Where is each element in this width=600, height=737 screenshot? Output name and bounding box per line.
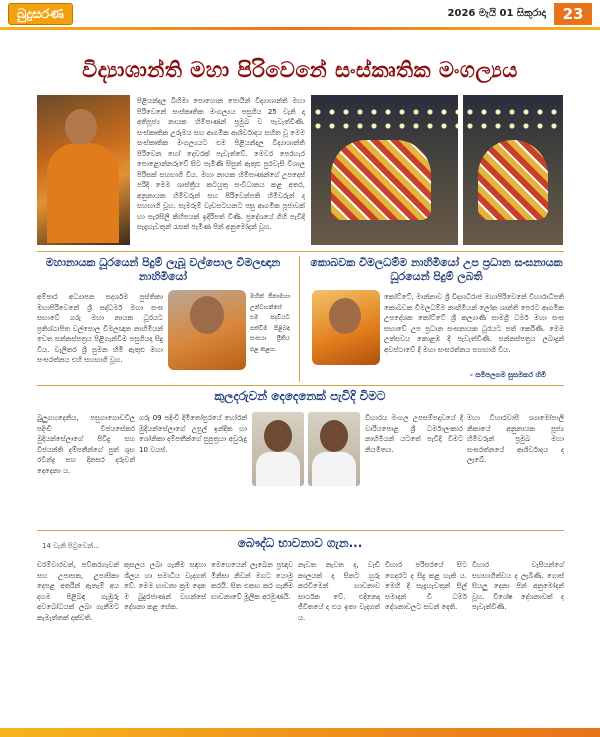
meditation-col-6: විහාර වැසියන්ගේ සහභාගීත්වය ද ලැබිණි. ගොස් සියලු දෙනා පින් අනුමෝදන් වූහ. විශේෂ දේශනාවක් ද පැවැත්විණි. [472,561,564,611]
meditation-col-5: විහාර පරිසරයේ සිට ගෙදරට ද සිදු කළ හැකි ය. මෙහි දී සැදැහැවතුන් සිල් සමාදන් වී ධර්ම දේශනාවලට සවන් දෙති. [385,561,467,611]
monk-photo [37,95,130,245]
meditation-story-title: බෞද්ධ භාවනාව ගැන... [237,536,363,550]
maha-nayaka-photo [168,290,246,370]
lights-decoration [311,105,458,135]
face [264,420,292,452]
footer-bar [0,728,600,737]
masthead [0,0,600,30]
left-story-title: මහානායක ධූරයෙන් පිදුම් ලැබූ වල්පොල විමලඥාන නාහිමියෝ [45,256,281,283]
kobawaka-thero-photo [312,290,380,365]
monk-head [65,109,97,145]
left-story-text: අම්පාර අධ්‍යාපන සදර්ශම පුස්තිකා මහාපිරිවෙනේ ශ්‍රී සද්ධර්ම මහා සංඝ සභාවේ ගරු මහා නායක ධූරයට ප්‍රතිශ්ඨාපිත වල්පොල විමලඥාන නාහිමියන් වෙත සන්නස්පත්‍රය පිළිගැන්වීම පසුගියදා සිදු විය. වැලිතර ශ්‍රී සුමන හිමි ඇතුළු මහා සංඝරත්නය එහි සහභාගි වූහ. [37,293,163,364]
newspaper-logo[interactable]: බුදුසරණ [8,3,73,25]
right-story-title: කොබවක විමලධම්ම නාහිමියෝ උප ප්‍රධාන සංඝනායක ධූරයෙන් පිදුම් ලබති [310,256,563,283]
shirt [312,452,356,486]
kids-story-title: කුලදරුවන් දෙදෙනෙක් පැවිදි විමට [214,389,386,403]
monk-robe [47,143,119,243]
page-number: 23 [554,3,592,25]
continued-from-label: 14 වැනි පිටුවෙන්... [42,542,100,550]
section-divider [37,530,564,531]
section-divider [37,251,564,252]
column-divider [299,256,300,382]
perahera-elephant-photo-2 [463,95,563,245]
kids-story-col-4: මහා විහාරවාසී ශ්‍යාමෝපාලි නිකායේ අනුනායක පූජ්‍ය හිමිවරුන් ප්‍රමුඛ මහා සංඝරත්නයේ ආශිර්වාදය ද ලැබේ. [467,414,564,464]
boy-photo-2 [308,412,360,486]
meditation-col-4: නැවත නැවත ද, වැඩි කාලයක් ද සිතට හුරු කරවීමෙන් භාවනාව සාර්ථක වේ. එදිනෙදා ජීවිතයේ ද එය ඉතා වැදගත් ය. [298,561,380,622]
kids-story-col-3: විහාරය මංගල උපසම්පදාවයේ දී වාරියපොළ ශ්‍රී ධර්මාලංකාර නාහිමියන් යටතේ පැවිදි වීමට නියමිතය. [365,414,463,454]
masthead-bar [0,27,600,30]
left-story-side-text: මහින් ජීනාමහා උන්වහන්සේ එම පදවියට පත්වීම පිළිබඳ සංඝයා ප්‍රීතිය පළ කළහ. [250,293,290,353]
right-story-text: කෝට්ටේ, මාන්නාව ශ්‍රී විද්‍යාධිරාජ මහාපිරිවෙනේ විහාරාධිපති කොබවක විමලධම්ම නාහිමියන් ලෝක ශාන්ති පෙරට ආගමික උපදේශක කෝට්ටේ ශ්‍රී කල්‍යාණි සාමග්‍රී ධර්ම මහා සංඝ සභාවේ උප ප්‍රධාන සංඝනායක ධූරයට පත් කෙරිණි. මෙම උත්සවය කොළඹ දී පැවැත්විණි. සන්නස්පත්‍රය ලබාදුන් අවස්ථාවේ දී මහා සංඝරත්නය සහභාගි විය. [384,293,564,354]
main-story-text: පිළියන්දල බිහිමා පොහොන පොයින් විද්‍යාශාන්ති මහා පිරිවෙනේ සංස්කෘතික මංගල්‍යය පසුගිය 25 වැනි දා අතිපූජ්‍ය නායක හිමිපාණන් ප්‍රමුඛ ව පැවැත්විණි. සංස්කෘතික උරුමය සහ ආගමික ආශිර්වාදය සහිත වූ මෙම සංස්කෘතික මංගල්‍යයට එම පිළියන්දල විද්‍යාශාන්ති පිරිවෙන හෝ දෙවරක් පැවැත්වේ. මෙවර පෙරහැර පොළොන්නරුවේ සිට පැමිණි සිසුන් ඇතුළු පුරවැසි විශාල පිරිසක් සහභාගි විය. මහා නායක හිමිපාණන්ගේ උපදෙස් පරිදි මෙම ශාස්ත්‍රීය කටයුතු සංවිධානය කළ අතර, අනුනායක හිමිවරුන් සහ පිරිවෙන්පති හිමිවරුන් ද සහභාගි වූහ. සැමරුම් වැඩසටහනට පසු ආගමික පූජාවක් හා සැරසිලි කිහිපයක් ඉදිරිපත් විණි. ප්‍රදේශයේ ගිහි පැවිදි සැදැහැවතුන් රැසක් පැමිණ පින් අනුමෝදන් වූහ. [137,97,306,231]
main-headline: විද්‍යාශාන්ති මහා පිරිවෙනේ සංස්කෘතික මංගල්‍යය [82,58,518,82]
shirt [256,452,300,486]
page-date: 2026 මැයි 01 සිකුරාදා [447,8,546,19]
section-divider [37,385,564,386]
lights-decoration [463,105,563,135]
meditation-col-3: මෙහෙයෙන් ලැබෙන ප්‍රඥාව මිනිසා නිවන් මගට යොමු කරයි. සිත එකඟ කර ගැනීම භාවනාවේ මූලික අරමුණයි. [211,561,293,601]
face [190,296,224,334]
right-story-byline: - සමීපලගම සුසමකර හිමි [470,371,546,379]
kids-story-col-1: බුලුගහදෙනිය, පසුගාගොඩවිල පදිංචි වීජයසේකර මුදියන්සේලාගේ පිවිදු සහ විජයන්ති දම්පතීන්ගේ පුත් ශුභ රවීන්ද්‍ර සහ දිනසර දරුවන් දෙදෙනා ය. [37,414,135,475]
elephant-figure [478,140,548,220]
meditation-col-1: චරම්වාරවන්, පව්කරගැවන් සහ උපාසක, උපාසිකා දෙපළ අතරින් ඇතැම් අය දහම පිළිබඳ ගැඹුරු අවබෝධයක් ලබා ගැනීමට කැමැත්තක් දක්වති. [37,561,119,622]
elephant-figure [331,140,431,220]
kids-story-col-2: ගරු 09 පදිංචි දිමිතෝපුරයේ හෝරන් මුදියන්සේලාගේ උපුල් ඉන්දික හා ශෝනිකා දම්පතීන්ගේ සුපුත්‍රයා අවුරුදු 10 වයස්. [139,414,247,454]
face [320,420,348,452]
face [329,298,361,334]
boy-photo-1 [252,412,304,486]
meditation-col-2: කුසලය ලබා ගැනීම සඳහා ශීලය හා සමාධිය වැදගත් වේ. මෙම භාවනා ක්‍රම දෙක ම බුදුරජාණන් වහන්සේ දේශනා කළ සේක. [124,561,206,611]
perahera-elephant-photo [311,95,458,245]
